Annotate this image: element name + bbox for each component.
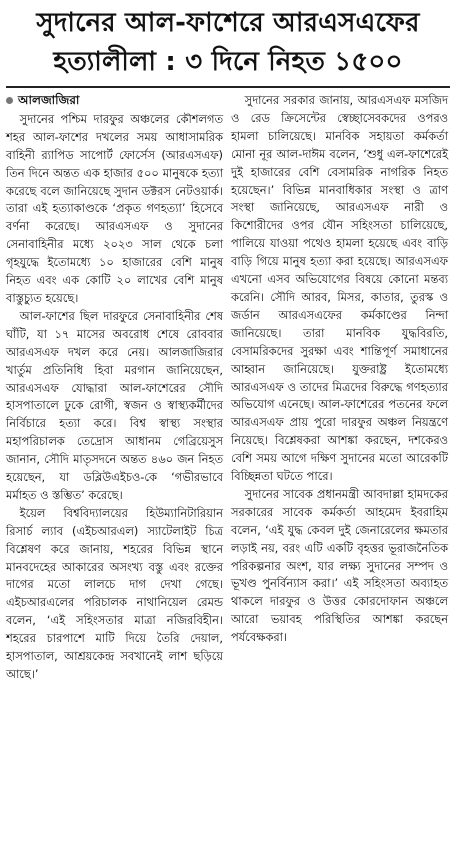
article-body [0,92,456,684]
byline [6,92,223,110]
column-left [6,92,223,684]
headline-line-2: হত্যালীলা : ৩ দিনে নিহত ১৫০০ [53,47,403,77]
headline [0,0,456,86]
column-right [231,92,448,684]
byline-source: আলজাজিরা [18,93,80,107]
paragraph: সুদানের সরকার জানায়, আরএসএফ মসজিদ ও রেড ক্রিসেন্টের স্বেচ্ছাসেবকদের ওপরও হামলা চালিয়েছে। মানবিক সহায়তা কর্মকর্তা মোনা নূর আল-দাঈম বলেন, ‘শুধু এল-ফাশেরেই দুই হাজারের বেশি বেসামরিক নাগরিক নিহত হয়েছেন।’ বিভিন্ন মানবাধিকার সংস্থা ও ত্রাণ সংস্থা জানিয়েছে, আরএসএফ নারী ও কিশোরীদের ওপর যৌন সহিংসতা চালিয়েছে, পালিয়ে যাওয়া পথেও হামলা হয়েছে এবং বাড়ি বাড়ি গিয়ে মানুষ হত্যা করা হয়েছে। আরএসএফ এখনো এসব অভিযোগের বিষয়ে কোনো মন্তব্য করেনি। সৌদি আরব, মিসর, কাতার, তুরস্ক ও জর্ডান আরএসএফের কর্মকাণ্ডের নিন্দা জানিয়েছে। তারা মানবিক যুদ্ধবিরতি, বেসামরিকদের সুরক্ষা এবং শান্তিপূর্ণ সমাধানের আহ্বান জানিয়েছে। যুক্তরাষ্ট্র ইতোমধ্যে আরএসএফ ও তাদের মিত্রদের বিরুদ্ধে গণহত্যার অভিযোগ এনেছে। আল-ফাশেরের পতনের ফলে আরএসএফ প্রায় পুরো দারফুর অঞ্চল নিয়ন্ত্রণে নিয়েছে। বিশ্লেষকরা আশঙ্কা করছেন, দশকেরও বেশি সময় আগে দক্ষিণ সুদানের মতো আরেকটি বিচ্ছিন্নতা ঘটতে পারে। [231,93,448,484]
headline-line-1: সুদানের আল-ফাশেরে আরএসএফের [36,8,420,38]
paragraph: ইয়েল বিশ্ববিদ্যালয়ের হিউম্যানিটারিয়ান রিসার্চ ল্যাব (এইচআরএল) স্যাটেলাইট চিত্র বিশ্লেষণ করে জানায়, শহরের বিভিন্ন স্থানে মানবদেহের আকারের অসংখ্য বস্তু এবং রক্তের দাগের মতো লালচে দাগ দেখা গেছে। এইচআরএলের পরিচালক নাথানিয়েল রেমন্ড বলেন, ‘এই সহিংসতার মাত্রা নজিরবিহীন। শহরের চারপাশে মাটি দিয়ে তৈরি দেয়াল, হাসপাতাল, আশ্রয়কেন্দ্র সবখানেই লাশ ছড়িয়ে আছে।’ [6,505,223,681]
paragraph: সুদানের সাবেক প্রধানমন্ত্রী আবদাল্লা হামদকের সরকারের সাবেক কর্মকর্তা আহমেদ ইবরাহিম বলেন, ‘এই যুদ্ধ কেবল দুই জেনারেলের ক্ষমতার লড়াই নয়, বরং এটি একটি বৃহত্তর ভূরাজনৈতিক পরিকল্পনার অংশ, যার লক্ষ্য সুদানের সম্পদ ও ভূখণ্ড পুনর্বিন্যাস করা।’ এই সহিংসতা অব্যাহত থাকলে দারফুর ও উত্তর কোরদোফান অঞ্চলে আরো ভয়াবহ পরিস্থিতির আশঙ্কা করছেন পর্যবেক্ষকরা। [231,486,448,645]
paragraph: সুদানের পশ্চিম দারফুর অঞ্চলের কৌশলগত শহর আল-ফাশের দখলের সময় আধাসামরিক বাহিনী র‍্যাপিড সাপোর্ট ফোর্সেস (আরএসএফ) তিন দিনে অন্তত এক হাজার ৫০০ মানুষকে হত্যা করেছে বলে জানিয়েছে সুদান ডক্টরস নেটওয়ার্ক। তারা এই হত্যাকাণ্ডকে ‘প্রকৃত গণহত্যা’ হিসেবে বর্ণনা করেছে। আরএসএফ ও সুদানের সেনাবাহিনীর মধ্যে ২০২৩ সাল থেকে চলা গৃহযুদ্ধে ইতোমধ্যে ১০ হাজারের বেশি মানুষ নিহত এবং এক কোটি ২০ লাখের বেশি মানুষ বাস্তুচ্যুত হয়েছে। [6,111,223,305]
headline-divider [6,86,450,88]
paragraph: আল-ফাশের ছিল দারফুরে সেনাবাহিনীর শেষ ঘাঁটি, যা ১৭ মাসের অবরোধ শেষে রোববার আরএসএফ দখল করে নেয়। আলজাজিরার খার্তুম প্রতিনিধি হিবা মরগান জানিয়েছেন, আরএসএফ যোদ্ধারা আল-ফাশেরের সৌদি হাসপাতালে ঢুকে রোগী, স্বজন ও স্বাস্থ্যকর্মীদের নির্বিচারে হত্যা করে। বিশ্ব স্বাস্থ্য সংস্থার মহাপরিচালক তেদ্রোস আধানম গেব্রিয়েসুস জানান, সৌদি মাতৃসদনে অন্তত ৪৬০ জন নিহত হয়েছেন, যা ডব্লিউএইচও-কে ‘গভীরভাবে মর্মাহত ও স্তম্ভিত’ করেছে। [6,308,223,502]
bullet-icon [6,97,13,104]
